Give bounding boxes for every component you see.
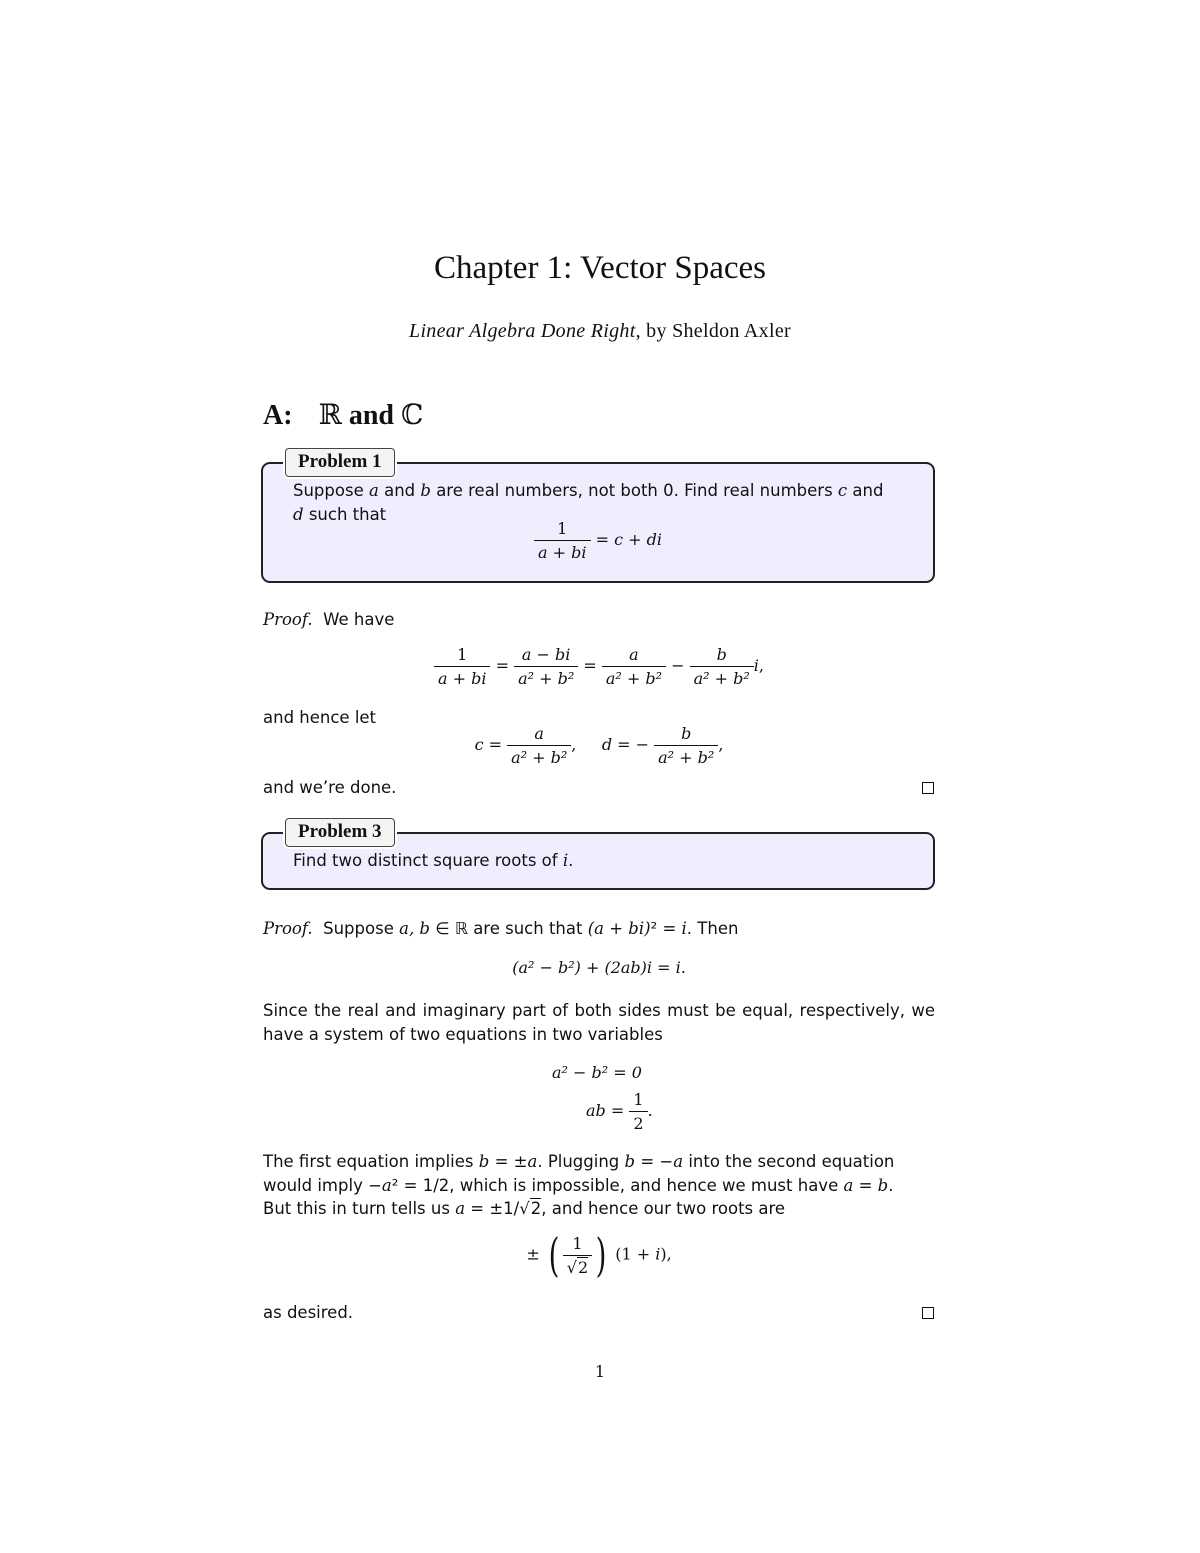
section-heading (263, 398, 423, 432)
proof-3-equation-1: (a² − b²) + (2ab)i = i. (512, 958, 686, 977)
proof-3-intro: Proof. Suppose a, b ∈ ℝ are such that (a + bi)² = i. Then (263, 919, 739, 938)
proof-1-intro: Proof. We have (263, 610, 395, 629)
subtitle (0, 320, 1200, 343)
problem-3-statement: Find two distinct square roots of i. (293, 851, 574, 870)
section-and: and (348, 400, 394, 431)
reals-symbol: ℝ (318, 398, 342, 431)
proof-3-para-3: The first equation implies b = ±a. Plugging b = −a into the second equation would imply −a² = 1/2, which is impossible, and hence we must have a = b. But this in turn tells us a = ±1/√2, and hence our two roots are (263, 1152, 895, 1218)
problem-3-box (261, 821, 935, 890)
proof-3-roots-equation: ± ( $\frac{1}{√2}$ ) (1 + i), (526, 1228, 672, 1282)
proof-1-equation-2: c = $\frac{a}{\text{a² + b²}}$ , d = − $\frac{b}{\text{a² + b²}}$ , (474, 724, 724, 767)
qed-symbol-1 (922, 782, 934, 794)
problem-1-equation: $\frac{1}{a + bi}$ = c + di (263, 519, 933, 562)
proof-3-end: as desired. (263, 1303, 354, 1322)
proof-1-mid: and hence let (263, 708, 377, 727)
problem-1-statement: Suppose a and b are real numbers, not both 0. Find real numbers c and d such that (293, 481, 884, 524)
problem-1-label: Problem 1 (285, 448, 395, 477)
proof-3-system-eq-2: ab = $\frac{1}{2}$ . (586, 1090, 653, 1133)
book-title: Linear Algebra Done Right (409, 320, 636, 342)
page-number: 1 (594, 1362, 606, 1381)
complex-symbol: ℂ (400, 398, 424, 431)
qed-symbol-2 (922, 1307, 934, 1319)
author-credit: , by Sheldon Axler (635, 320, 791, 342)
problem-3-label: Problem 3 (285, 818, 395, 847)
proof-3-system-eq-1: a² − b² = 0 (552, 1063, 642, 1082)
proof-1-end: and we’re done. (263, 778, 397, 797)
chapter-title: Chapter 1: Vector Spaces (433, 250, 767, 286)
problem-1-box (261, 451, 935, 583)
proof-3-para-2: Since the real and imaginary part of both sides must be equal, respectively, we have a system of two equations in two variables (263, 1001, 935, 1044)
section-letter: A: (263, 400, 293, 431)
proof-1-equation-1: $\frac{1}{a + bi}$ = $\frac{a - bi}{\text{a² + b²}}$ = $\frac{a}{\text{a² + b²}}$ − $\frac{b}{\text{a² + b²}}$ i, (263, 645, 935, 688)
